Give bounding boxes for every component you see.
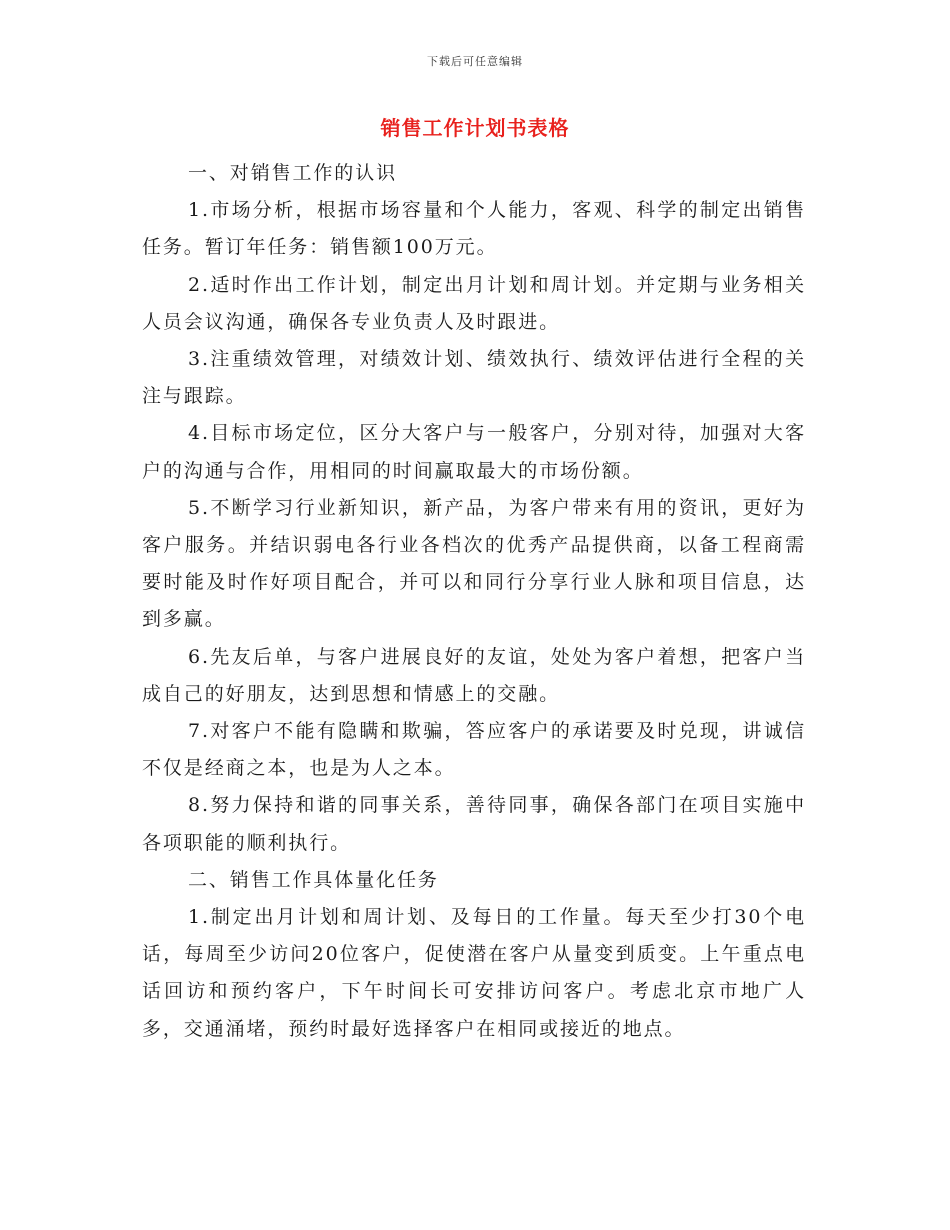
paragraph-1: 1.市场分析，根据市场容量和个人能力，客观、科学的制定出销售任务。暂订年任务：销售额100万元。	[142, 199, 806, 259]
document-title: 销售工作计划书表格	[380, 116, 570, 140]
paragraph-8: 8.努力保持和谐的同事关系，善待同事，确保各部门在项目实施中各项职能的顺利执行。	[142, 794, 806, 854]
paragraph-3: 3.注重绩效管理，对绩效计划、绩效执行、绩效评估进行全程的关注与跟踪。	[142, 348, 806, 408]
section-heading-2: 二、销售工作具体量化任务	[188, 868, 439, 891]
paragraph-9: 1.制定出月计划和周计划、及每日的工作量。每天至少打30个电话，每周至少访问20位客户，促使潜在客户从量变到质变。上午重点电话回访和预约客户，下午时间长可安排访问客户。考虑北京市地广人多，交通涌堵，预约时最好选择客户在相同或接近的地点。	[142, 906, 806, 1040]
paragraph-7: 7.对客户不能有隐瞒和欺骗，答应客户的承诺要及时兑现，讲诚信不仅是经商之本，也是为人之本。	[142, 720, 806, 780]
section-heading-1: 一、对销售工作的认识	[188, 162, 398, 184]
paragraph-2: 2.适时作出工作计划，制定出月计划和周计划。并定期与业务相关人员会议沟通，确保各专业负责人及时跟进。	[142, 273, 806, 333]
header-note: 下载后可任意编辑	[427, 55, 523, 68]
document-body	[142, 155, 806, 1048]
paragraph-6: 6.先友后单，与客户进展良好的友谊，处处为客户着想，把客户当成自己的好朋友，达到思想和情感上的交融。	[142, 645, 806, 705]
paragraph-5: 5.不断学习行业新知识，新产品，为客户带来有用的资讯，更好为客户服务。并结识弱电各行业各档次的优秀产品提供商，以备工程商需要时能及时作好项目配合，并可以和同行分享行业人脉和项目信息，达到多赢。	[142, 496, 806, 631]
paragraph-4: 4.目标市场定位，区分大客户与一般客户，分别对待，加强对大客户的沟通与合作，用相同的时间赢取最大的市场份额。	[142, 422, 806, 482]
